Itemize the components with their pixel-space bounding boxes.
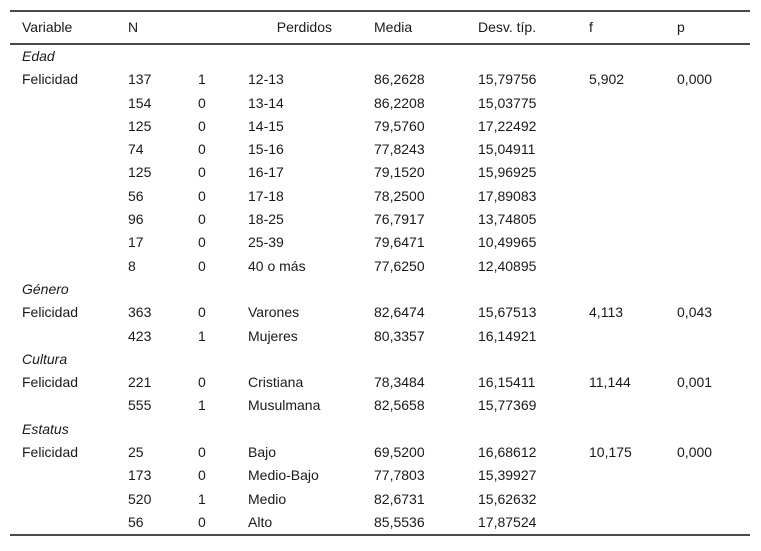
perdidos-cell: 0 xyxy=(198,141,206,158)
n-cell: 173 xyxy=(128,467,152,484)
perdidos-cell: 0 xyxy=(198,444,206,461)
n-cell: 25 xyxy=(128,444,144,461)
category-cell: 40 o más xyxy=(248,257,306,274)
table-row xyxy=(10,301,750,324)
media-cell: 86,2628 xyxy=(374,71,425,88)
category-cell: 12-13 xyxy=(248,71,284,88)
variable-cell xyxy=(10,394,116,417)
variable-cell: Felicidad xyxy=(22,374,79,391)
f-cell xyxy=(577,208,665,231)
f-cell xyxy=(577,464,665,487)
perdidos-cell: 0 xyxy=(198,164,206,181)
desv-tip-cell: 12,40895 xyxy=(478,257,537,274)
category-cell: 16-17 xyxy=(248,164,284,181)
header-row xyxy=(10,11,750,44)
perdidos-cell: 1 xyxy=(198,397,206,414)
p-cell xyxy=(665,231,750,254)
desv-tip-cell: 13,74805 xyxy=(478,211,537,228)
desv-tip-cell: 17,22492 xyxy=(478,117,537,134)
p-cell xyxy=(665,161,750,184)
media-cell: 82,6474 xyxy=(374,304,425,321)
n-cell: 154 xyxy=(128,94,152,111)
f-cell xyxy=(577,231,665,254)
n-cell: 56 xyxy=(128,187,144,204)
media-cell: 82,5658 xyxy=(374,397,425,414)
desv-tip-cell: 15,04911 xyxy=(478,141,536,158)
media-cell: 76,7917 xyxy=(374,211,425,228)
category-cell: 15-16 xyxy=(248,141,284,158)
perdidos-cell: 0 xyxy=(198,234,206,251)
perdidos-cell: 0 xyxy=(198,257,206,274)
variable-cell xyxy=(10,138,116,161)
perdidos-cell: 0 xyxy=(198,304,206,321)
f-cell xyxy=(577,394,665,417)
media-cell: 86,2208 xyxy=(374,94,425,111)
table-row xyxy=(10,511,750,535)
media-cell: 77,6250 xyxy=(374,257,425,274)
n-cell: 137 xyxy=(128,71,152,88)
n-cell: 520 xyxy=(128,490,152,507)
variable-cell: Felicidad xyxy=(22,71,79,88)
media-cell: 85,5536 xyxy=(374,513,425,530)
category-cell: Mujeres xyxy=(248,327,298,344)
group-title-row xyxy=(10,418,750,441)
desv-tip-cell: 17,89083 xyxy=(478,187,537,204)
p-cell xyxy=(665,488,750,511)
desv-tip-cell: 15,39927 xyxy=(478,467,537,484)
table-row xyxy=(10,161,750,184)
n-cell: 125 xyxy=(128,164,152,181)
p-cell xyxy=(665,208,750,231)
perdidos-cell: 0 xyxy=(198,513,206,530)
media-cell: 80,3357 xyxy=(374,327,425,344)
p-cell: 0,043 xyxy=(677,304,713,321)
desv-tip-cell: 15,62632 xyxy=(478,490,537,507)
p-cell: 0,001 xyxy=(677,374,713,391)
group-title: Género xyxy=(22,280,69,297)
p-cell xyxy=(665,185,750,208)
category-cell: 17-18 xyxy=(248,187,284,204)
desv-tip-cell: 10,49965 xyxy=(478,234,537,251)
f-cell: 10,175 xyxy=(589,444,632,461)
p-cell xyxy=(665,92,750,115)
desv-tip-cell: 16,68612 xyxy=(478,444,537,461)
f-cell: 5,902 xyxy=(589,71,625,88)
variable-cell xyxy=(10,185,116,208)
p-cell xyxy=(665,325,750,348)
header-f: f xyxy=(589,19,593,35)
header-media: Media xyxy=(374,19,413,35)
f-cell xyxy=(577,255,665,278)
header-desv-tip: Desv. típ. xyxy=(478,19,537,35)
f-cell xyxy=(577,115,665,138)
variable-cell xyxy=(10,255,116,278)
statistics-table-container xyxy=(10,10,750,536)
desv-tip-cell: 15,79756 xyxy=(478,71,537,88)
category-cell: Alto xyxy=(248,513,273,530)
p-cell xyxy=(665,138,750,161)
table-header xyxy=(10,11,750,44)
p-cell: 0,000 xyxy=(677,71,713,88)
n-cell: 96 xyxy=(128,211,144,228)
category-cell: Varones xyxy=(248,304,300,321)
table-row xyxy=(10,325,750,348)
n-cell: 74 xyxy=(128,141,144,158)
table-row xyxy=(10,138,750,161)
category-cell: Musulmana xyxy=(248,397,321,414)
perdidos-cell: 0 xyxy=(198,117,206,134)
perdidos-cell: 0 xyxy=(198,94,206,111)
f-cell xyxy=(577,488,665,511)
p-cell xyxy=(665,511,750,535)
category-cell: 13-14 xyxy=(248,94,284,111)
f-cell xyxy=(577,92,665,115)
n-cell: 221 xyxy=(128,374,152,391)
perdidos-cell: 0 xyxy=(198,467,206,484)
f-cell xyxy=(577,325,665,348)
variable-cell xyxy=(10,161,116,184)
f-cell xyxy=(577,161,665,184)
table-row xyxy=(10,394,750,417)
n-cell: 363 xyxy=(128,304,152,321)
variable-cell xyxy=(10,231,116,254)
group-title: Edad xyxy=(22,48,55,64)
variable-cell: Felicidad xyxy=(22,304,79,321)
header-n: N xyxy=(128,19,139,35)
p-cell xyxy=(665,115,750,138)
f-cell: 4,113 xyxy=(589,304,624,321)
variable-cell xyxy=(10,488,116,511)
table-row xyxy=(10,441,750,464)
table-row xyxy=(10,488,750,511)
group-title-row xyxy=(10,278,750,301)
table-row xyxy=(10,68,750,91)
header-perdidos: Perdidos xyxy=(276,19,333,35)
table-row xyxy=(10,185,750,208)
perdidos-cell: 0 xyxy=(198,374,206,391)
group-title: Estatus xyxy=(22,420,69,437)
desv-tip-cell: 15,67513 xyxy=(478,304,537,321)
statistics-table xyxy=(10,10,750,536)
desv-tip-cell: 15,96925 xyxy=(478,164,537,181)
variable-cell xyxy=(10,115,116,138)
n-cell: 8 xyxy=(128,257,136,274)
table-row xyxy=(10,464,750,487)
variable-cell xyxy=(10,208,116,231)
f-cell: 11,144 xyxy=(589,374,631,391)
table-row xyxy=(10,92,750,115)
desv-tip-cell: 17,87524 xyxy=(478,513,537,530)
media-cell: 82,6731 xyxy=(374,490,425,507)
media-cell: 77,7803 xyxy=(374,467,425,484)
media-cell: 79,6471 xyxy=(374,234,425,251)
p-cell xyxy=(665,394,750,417)
f-cell xyxy=(577,511,665,535)
media-cell: 69,5200 xyxy=(374,444,425,461)
table-row xyxy=(10,371,750,394)
p-cell: 0,000 xyxy=(677,444,713,461)
perdidos-cell: 1 xyxy=(198,490,206,507)
media-cell: 79,5760 xyxy=(374,117,425,134)
desv-tip-cell: 15,77369 xyxy=(478,397,537,414)
variable-cell xyxy=(10,92,116,115)
n-cell: 125 xyxy=(128,117,152,134)
desv-tip-cell: 16,14921 xyxy=(478,327,537,344)
desv-tip-cell: 16,15411 xyxy=(478,374,536,391)
variable-cell xyxy=(10,325,116,348)
header-p: p xyxy=(677,19,685,35)
variable-cell: Felicidad xyxy=(22,444,79,461)
n-cell: 56 xyxy=(128,513,144,530)
media-cell: 78,2500 xyxy=(374,187,425,204)
group-title-row xyxy=(10,44,750,68)
category-cell: 18-25 xyxy=(248,211,284,228)
category-cell: Cristiana xyxy=(248,374,304,391)
desv-tip-cell: 15,03775 xyxy=(478,94,537,111)
f-cell xyxy=(577,138,665,161)
n-cell: 423 xyxy=(128,327,152,344)
variable-cell xyxy=(10,464,116,487)
category-cell: 14-15 xyxy=(248,117,284,134)
category-cell: Bajo xyxy=(248,444,277,461)
category-cell: Medio xyxy=(248,490,287,507)
perdidos-cell: 0 xyxy=(198,211,206,228)
f-cell xyxy=(577,185,665,208)
table-row xyxy=(10,115,750,138)
header-variable: Variable xyxy=(22,19,73,35)
category-cell: Medio-Bajo xyxy=(248,467,319,484)
variable-cell xyxy=(10,511,116,535)
group-title-row xyxy=(10,348,750,371)
table-row xyxy=(10,255,750,278)
group-title: Cultura xyxy=(22,350,68,367)
media-cell: 78,3484 xyxy=(374,374,425,391)
n-cell: 17 xyxy=(128,234,144,251)
media-cell: 79,1520 xyxy=(374,164,425,181)
n-cell: 555 xyxy=(128,397,152,414)
table-row xyxy=(10,231,750,254)
perdidos-cell: 1 xyxy=(198,71,206,88)
media-cell: 77,8243 xyxy=(374,141,425,158)
table-row xyxy=(10,208,750,231)
perdidos-cell: 1 xyxy=(198,327,206,344)
perdidos-cell: 0 xyxy=(198,187,206,204)
p-cell xyxy=(665,255,750,278)
category-cell: 25-39 xyxy=(248,234,284,251)
p-cell xyxy=(665,464,750,487)
table-body xyxy=(10,44,750,535)
